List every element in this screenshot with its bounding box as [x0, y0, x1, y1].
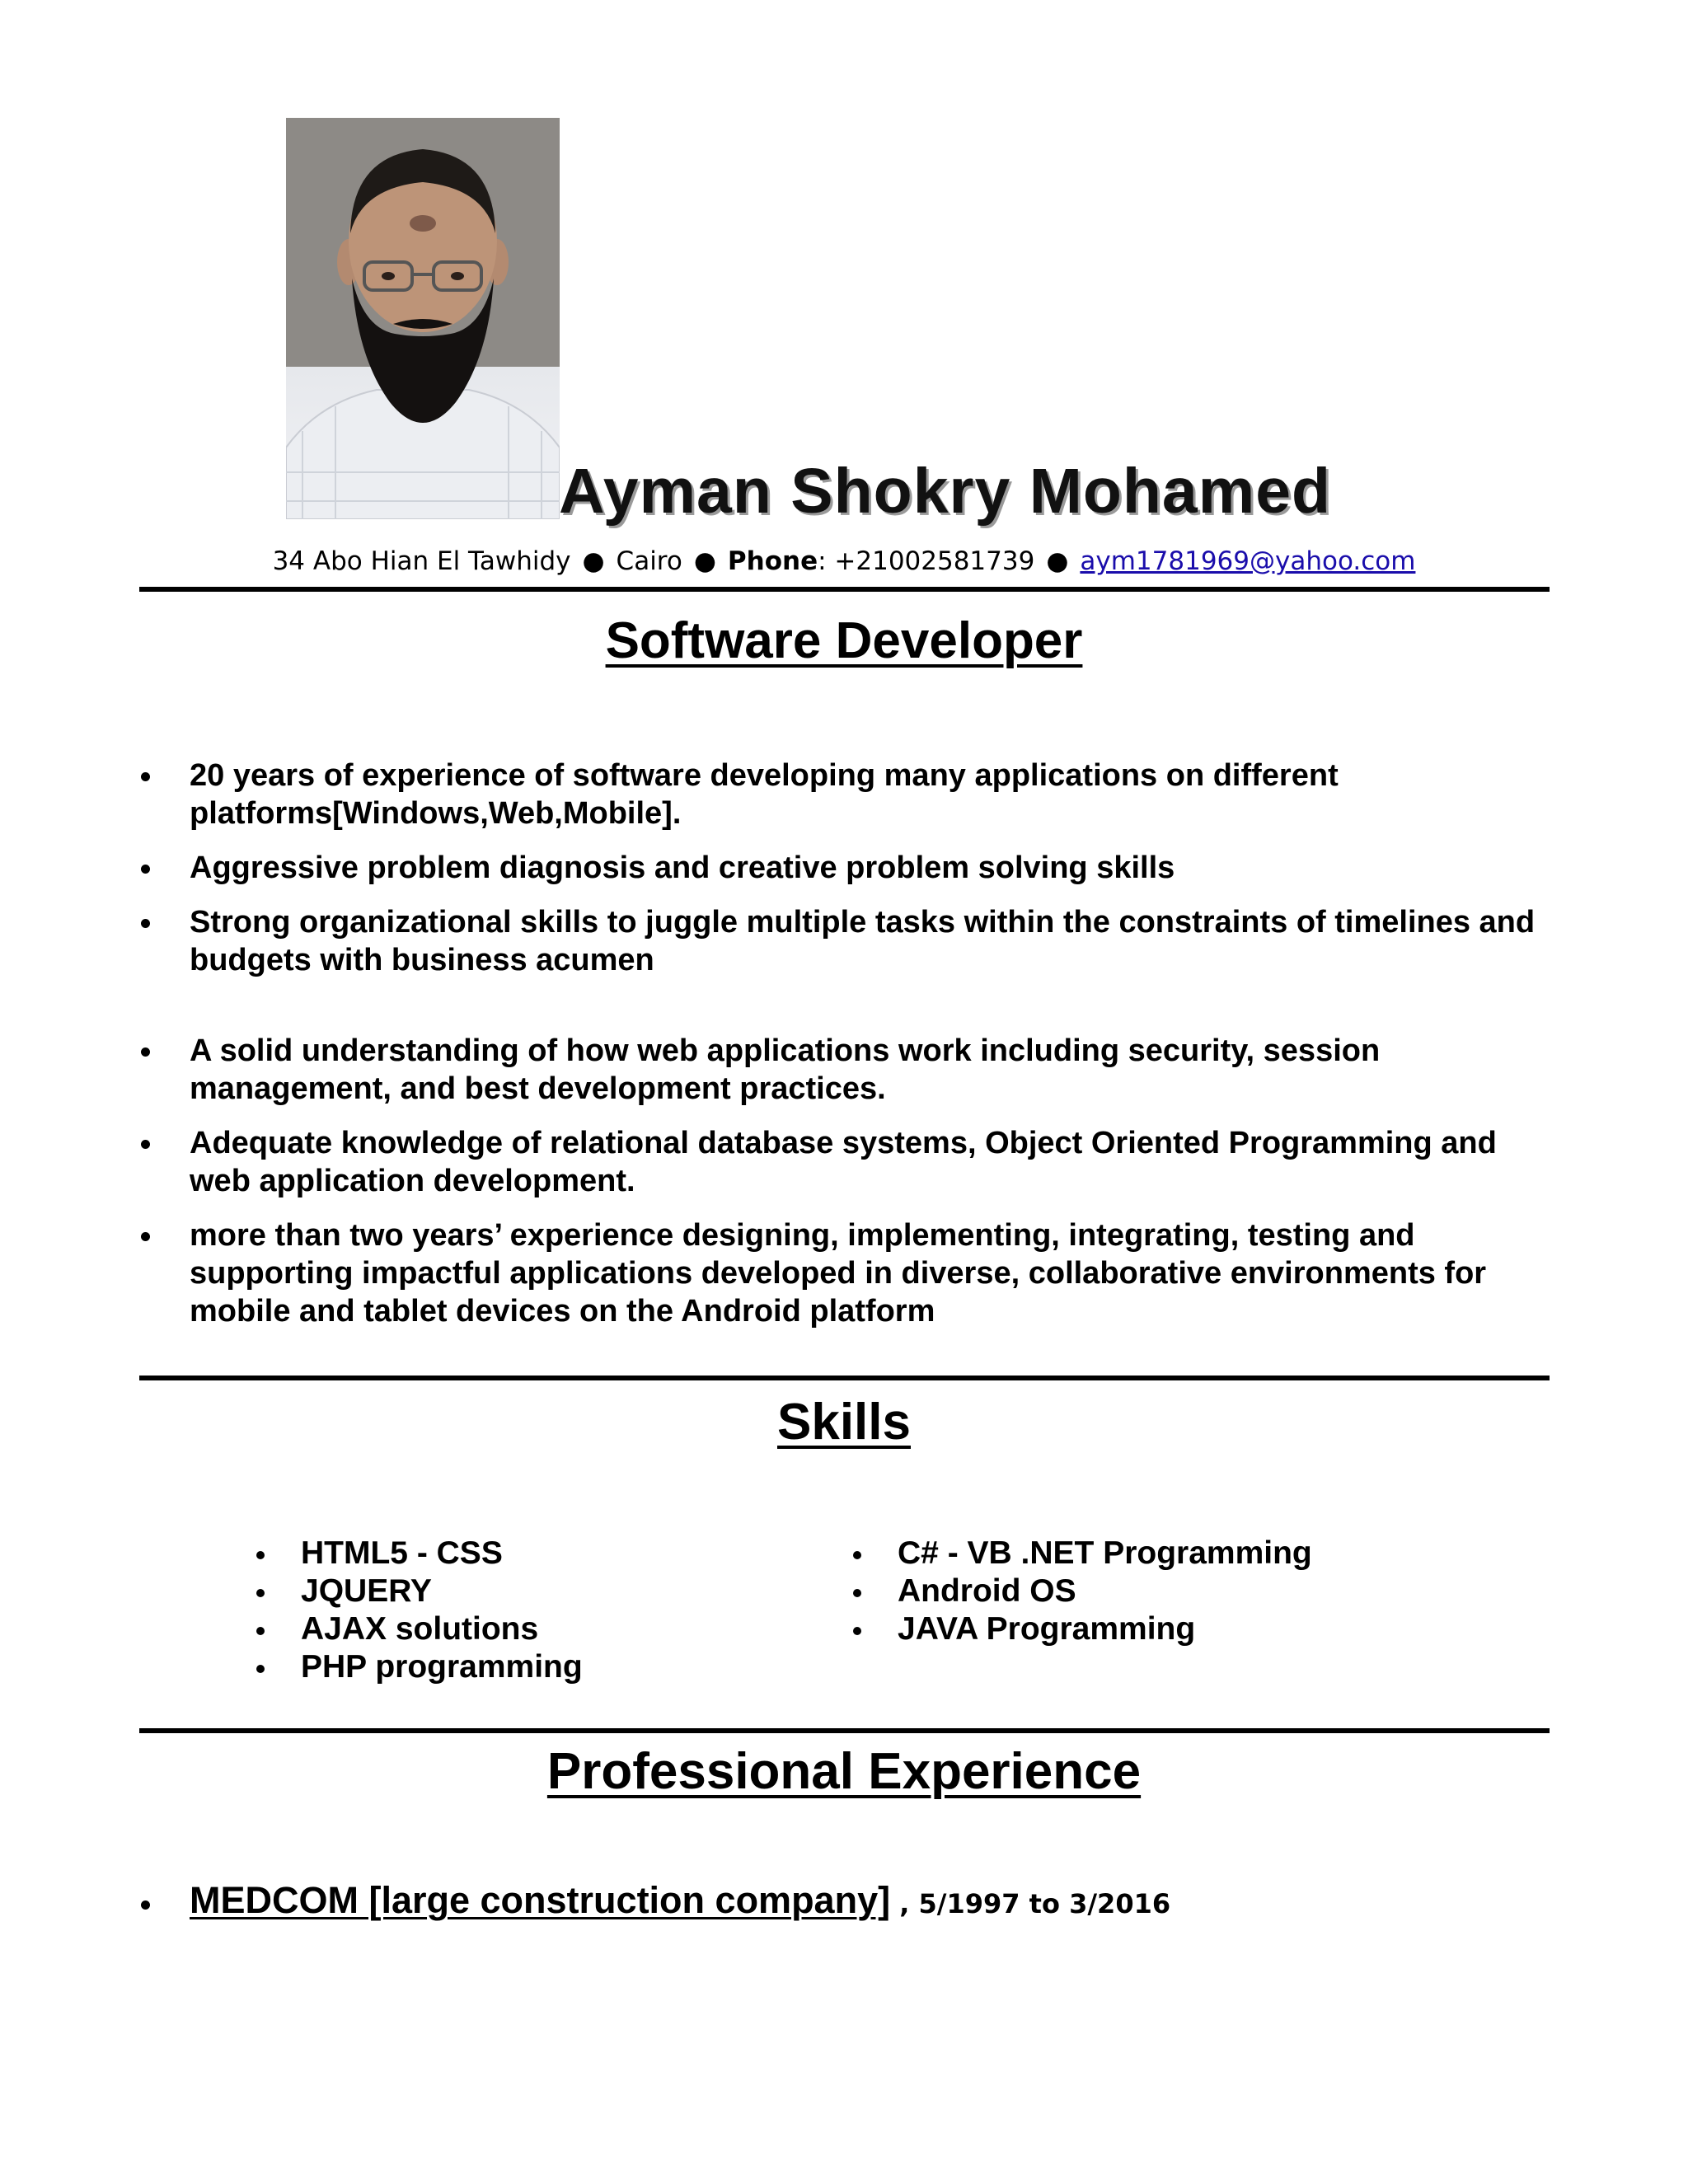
profile-photo — [286, 118, 560, 519]
bullet-separator-icon: ● — [1046, 546, 1069, 576]
email-link[interactable]: aym1781969@yahoo.com — [1080, 546, 1416, 576]
divider — [139, 1728, 1550, 1733]
skill-item: JAVA Programming — [851, 1610, 1312, 1648]
summary-list — [139, 757, 1540, 1330]
skills-list-left — [254, 1535, 583, 1686]
candidate-name: Ayman Shokry Mohamed — [559, 456, 1332, 527]
skills-heading: Skills — [777, 1394, 911, 1451]
city: Cairo — [616, 546, 682, 576]
bullet-separator-icon: ● — [582, 546, 605, 576]
experience-heading: Professional Experience — [546, 1743, 1142, 1800]
bullet-separator-icon: ● — [693, 546, 716, 576]
phone-label: Phone — [727, 546, 818, 576]
job-dates: , 5/1997 to 3/2016 — [890, 1888, 1171, 1919]
divider — [139, 1376, 1550, 1380]
phone-number: : +21002581739 — [818, 546, 1035, 576]
skill-item: JQUERY — [254, 1572, 583, 1610]
job-entry — [139, 1879, 1170, 1922]
skill-item: HTML5 - CSS — [254, 1535, 583, 1572]
skill-item: AJAX solutions — [254, 1610, 583, 1648]
summary-item: Adequate knowledge of relational database systems, Object Oriented Programming and web application development. — [139, 1124, 1540, 1200]
summary-item: more than two years’ experience designing, implementing, integrating, testing and supporting impactful applications developed in diverse, collaborative environments for mobile and tablet devices on the Android platform — [139, 1216, 1540, 1330]
skills-list-right — [851, 1535, 1312, 1648]
divider — [139, 587, 1550, 592]
summary-item: Strong organizational skills to juggle multiple tasks within the constraints of timelines and budgets with business acumen — [139, 903, 1540, 979]
summary-item: 20 years of experience of software developing many applications on different platforms[Windows,Web,Mobile]. — [139, 757, 1540, 832]
skill-item: Android OS — [851, 1572, 1312, 1610]
company-name: MEDCOM [large construction company] — [190, 1879, 891, 1921]
summary-item: Aggressive problem diagnosis and creative problem solving skills — [139, 849, 1540, 887]
skill-item: C# - VB .NET Programming — [851, 1535, 1312, 1572]
job-title-heading: Software Developer — [605, 612, 1083, 669]
address: 34 Abo Hian El Tawhidy — [272, 546, 571, 576]
skill-item: PHP programming — [254, 1648, 583, 1686]
summary-item: A solid understanding of how web applications work including security, session management, and best development practices. — [139, 1032, 1540, 1108]
contact-line — [0, 546, 1688, 576]
